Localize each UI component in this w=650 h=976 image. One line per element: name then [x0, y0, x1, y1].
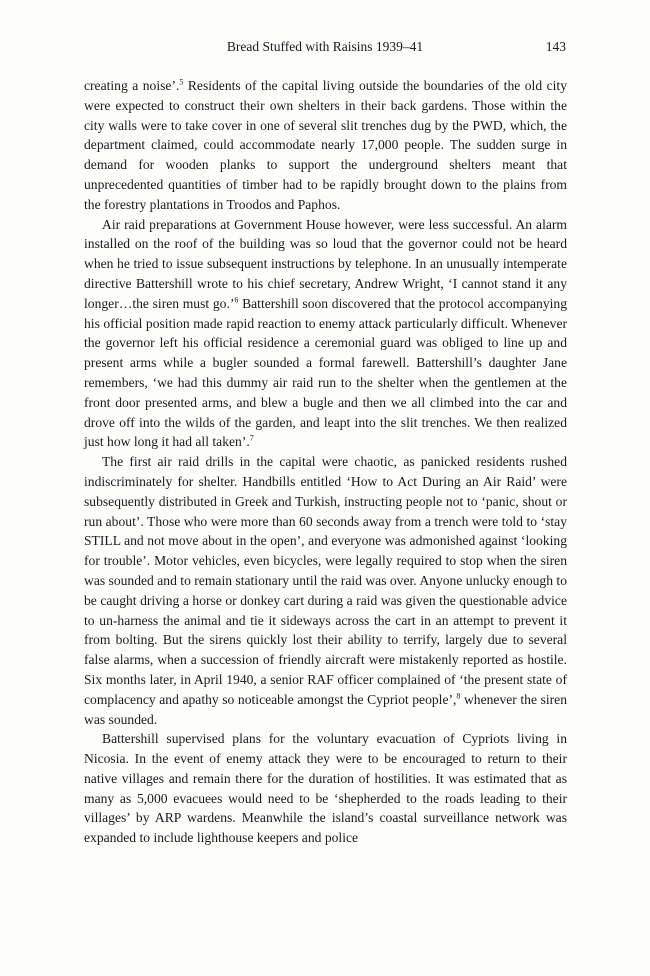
text-run: The first air raid drills in the capital were chaotic, as panicked residents rushed indiscriminately for shelter. Handbills entitled ‘How to Act During an Air Raid’ were subsequently distributed in Greek and Turkish, instructing people not to ‘panic, shout or run about’. Those who were more than 60 seconds away from a trench were told to ‘stay STILL and not move about in the open’, and everyone was admonished against ‘looking for trouble’. Motor vehicles, even bicycles, were legally required to stop when the siren was sounded and to remain stationary until the raid was over. Anyone unlucky enough to be caught driving a horse or donkey cart during a raid was given the questionable advice to un-harness the animal and tie it sideways across the cart in an attempt to prevent it from bolting. But the sirens quickly lost their ability to terrify, largely due to several false alarms, when a succession of friendly aircraft were mistakenly reported as hostile. Six months later, in April 1940, a senior RAF officer complained of ‘the present state of complacency and apathy so noticeable amongst the Cypriot people’, [84, 454, 567, 707]
paragraph [84, 729, 567, 848]
body-text [84, 76, 567, 848]
paragraph [84, 452, 567, 729]
text-run: Battershill soon discovered that the protocol accompanying his official position made rapid reaction to enemy attack particularly difficult. Whenever the governor left his official residence a ceremonial guard was obliged to line up and present arms while a bugler sounded a formal farewell. Battershill’s daughter Jane remembers, ‘we had this dummy air raid run to the shelter when the gentlemen at the front door presented arms, and blew a bugle and then we all climbed into the car and drove off into the wilds of the garden, and leapt into the slit trenches. We then realized just how long it had all taken’. [84, 295, 567, 450]
paragraph [84, 215, 567, 453]
footnote-marker: 8 [456, 691, 461, 701]
footnote-marker: 7 [249, 433, 254, 443]
text-run: Air raid preparations at Government House however, were less successful. An alarm installed on the roof of the building was so loud that the governor could not be heard when he tried to issue subsequent instructions by telephone. In an unusually intemperate directive Battershill wrote to his chief secretary, Andrew Wright, ‘I cannot stand it any longer…the siren must go.’ [84, 216, 567, 311]
text-run: whenever the siren was sounded. [84, 691, 567, 727]
running-title: Bread Stuffed with Raisins 1939–41 [226, 39, 424, 54]
text-run: creating a noise’. [84, 78, 180, 93]
footnote-marker: 5 [179, 77, 184, 87]
text-run: Battershill supervised plans for the voluntary evacuation of Cypriots living in Nicosia. In the event of enemy attack they were to be encouraged to return to their native villages and remain there for the duration of hostilities. It was estimated that as many as 5,000 evacuees would need to be ‘shepherded to the roads leading to their villages’ by ARP wardens. Meanwhile the island’s coastal surveillance network was expanded to include lighthouse keepers and police [84, 731, 567, 846]
footnote-marker: 6 [234, 295, 239, 305]
text-run: Residents of the capital living outside the boundaries of the old city were expected to construct their own shelters in their back gardens. Those within the city walls were to take cover in one of several slit trenches dug by the PWD, which, the department claimed, could accommodate nearly 17,000 people. The sudden surge in demand for wooden planks to support the underground shelters meant that unprecedented quantities of timber had to be rapidly brought down to the plains from the forestry plantations in Troodos and Paphos. [84, 78, 567, 212]
page-number: 143 [545, 39, 566, 54]
paragraph [84, 76, 567, 215]
